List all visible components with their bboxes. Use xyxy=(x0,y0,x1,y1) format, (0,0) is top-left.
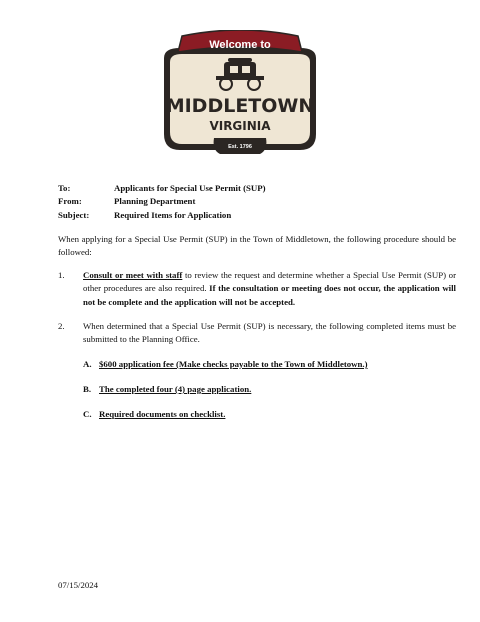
procedure-item-1 xyxy=(58,269,456,309)
memo-from-value: Planning Department xyxy=(114,196,196,207)
memo-from-row xyxy=(58,195,458,208)
logo-state-name: VIRGINIA xyxy=(209,119,271,133)
memo-subject-value: Required Items for Application xyxy=(114,209,232,220)
memo-header xyxy=(58,182,458,222)
logo-established: Est. 1796 xyxy=(228,144,252,150)
memo-to-row xyxy=(58,182,458,195)
intro-paragraph: When applying for a Special Use Permit (SUP) in the Town of Middletown, the following procedure should be followed: xyxy=(58,234,456,258)
required-item-b xyxy=(83,383,251,396)
town-logo xyxy=(150,30,330,160)
sub-letter: A. xyxy=(83,359,92,369)
memo-subject-label: Subject: xyxy=(58,209,90,220)
item-number: 2. xyxy=(58,321,65,331)
sub-letter: C. xyxy=(83,409,92,419)
procedure-item-2 xyxy=(58,320,456,347)
sub-letter: B. xyxy=(83,384,92,394)
document-date: 07/15/2024 xyxy=(58,580,99,590)
item-number: 1. xyxy=(58,270,65,280)
item-emphasis: Consult or meet with staff xyxy=(83,270,183,280)
sub-text: $600 application fee (Make checks payable to the Town of Middletown.) xyxy=(99,359,368,369)
item-warning: If the consultation or meeting does not occur, the application will not be complete and the application will not be accepted. xyxy=(83,283,456,307)
logo-banner-text: Welcome to xyxy=(209,39,271,51)
required-item-c xyxy=(83,408,225,421)
item-text: When determined that a Special Use Permit (SUP) is necessary, the following completed items must be submitted to the Planning Office. xyxy=(83,321,456,345)
required-item-a xyxy=(83,358,368,371)
memo-to-value: Applicants for Special Use Permit (SUP) xyxy=(114,183,266,193)
memo-subject-row xyxy=(58,209,458,222)
memo-from-label: From: xyxy=(58,196,82,207)
sub-text: Required documents on checklist. xyxy=(99,409,226,419)
item-text: to review the request and determine whether a Special Use Permit (SUP) or other procedures are also required. xyxy=(83,270,456,294)
memo-to-label: To: xyxy=(58,183,71,193)
sub-text: The completed four (4) page application. xyxy=(99,384,252,394)
town-sign-graphic xyxy=(150,30,330,160)
logo-town-name: MIDDLETOWN xyxy=(165,95,315,117)
item-body xyxy=(83,269,456,309)
